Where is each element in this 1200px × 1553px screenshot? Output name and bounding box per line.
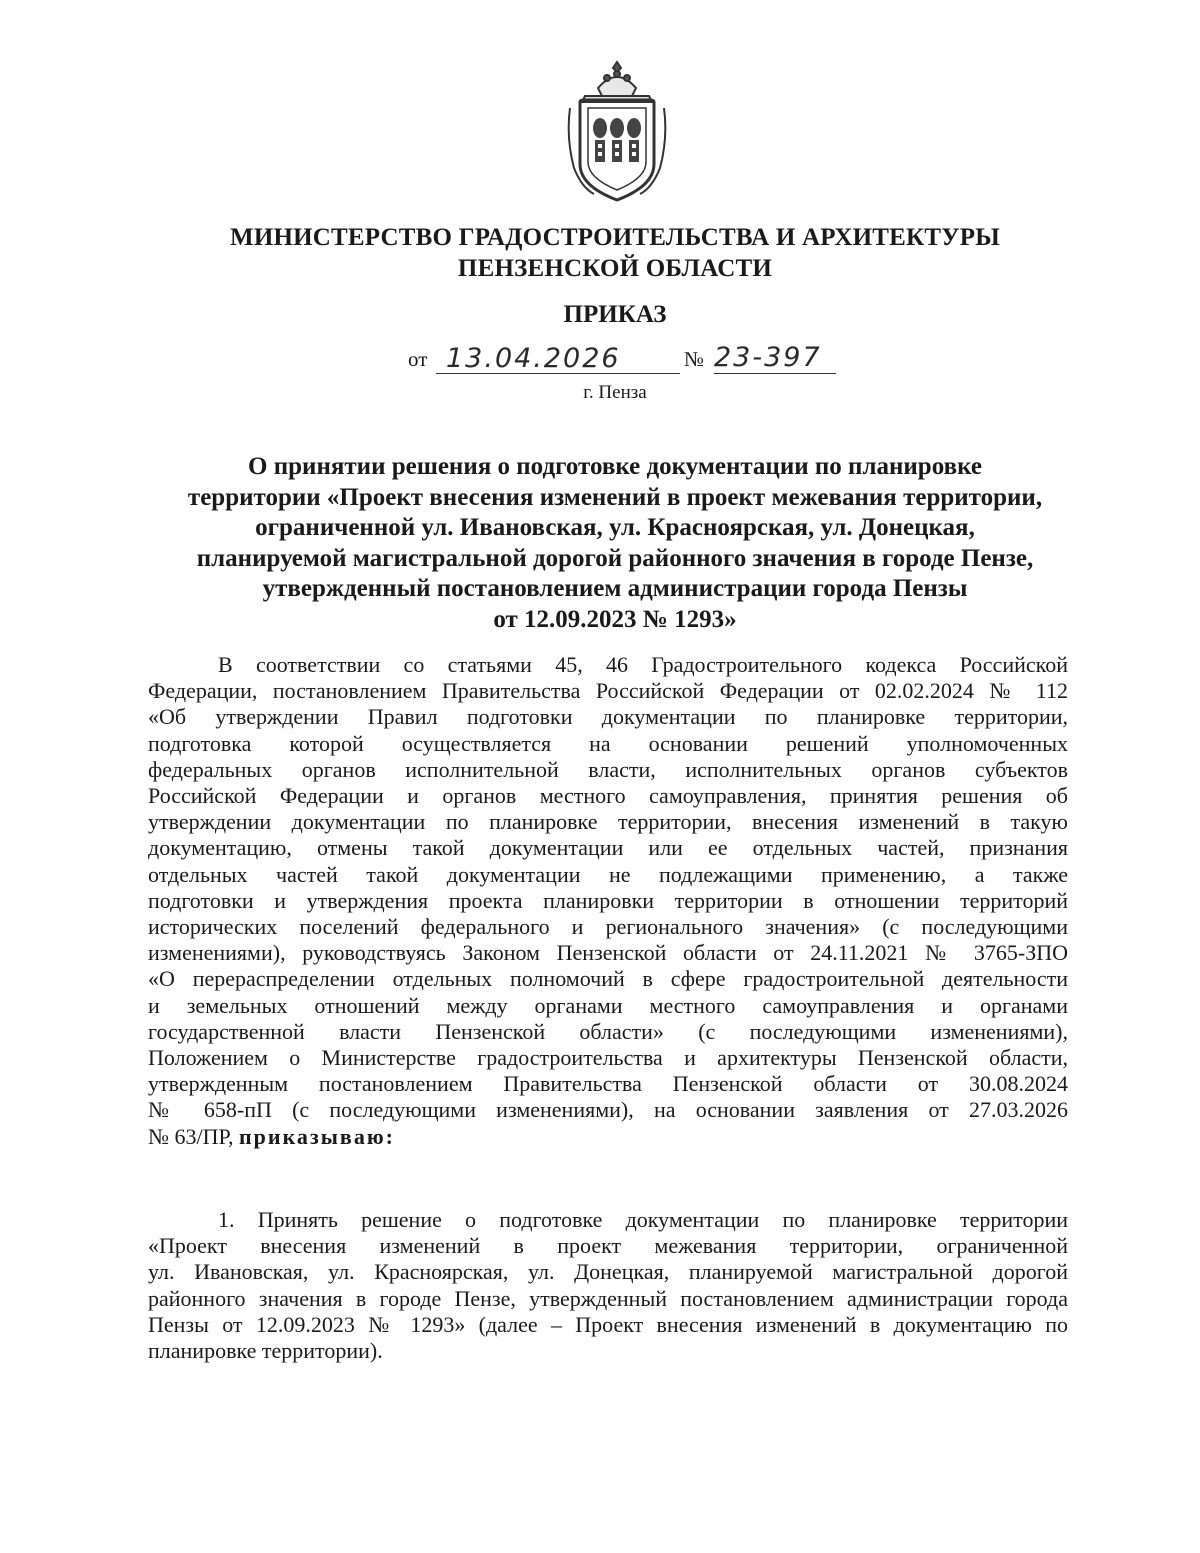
preamble-line: Российской Федерации и органов местного самоуправления, принятия решения об — [148, 783, 1068, 809]
item-line: районного значения в городе Пензе, утвержденный постановлением администрации города — [148, 1285, 1068, 1311]
preamble-line: утверждении документации по планировке территории, внесения изменений в такую — [148, 809, 1068, 835]
subject-line: О принятии решения о подготовке документации по планировке — [248, 453, 982, 480]
document-type: ПРИКАЗ — [563, 301, 667, 328]
ministry-name-line2: ПЕНЗЕНСКОЙ ОБЛАСТИ — [457, 255, 773, 282]
preamble-line: В соответствии со статьями 45, 46 Градостроительного кодекса Российской — [218, 652, 1068, 677]
preamble-line: № 658-пП (с последующими изменениями), на основании заявления от 27.03.2026 — [148, 1097, 1068, 1123]
preamble-line: подготовки и утверждения проекта планировки территории в отношении территорий — [148, 887, 1068, 913]
subject-line: планируемой магистральной дорогой районного значения в городе Пензе, — [196, 544, 1034, 572]
preamble-line: «О перераспределении отдельных полномочий в сфере градостроительной деятельности — [148, 966, 1068, 992]
preamble-line: Положением о Министерстве градостроительства и архитектуры Пензенской области, — [148, 1045, 1068, 1071]
order-subject — [150, 452, 1080, 635]
application-number: № 63/ПР, — [148, 1123, 234, 1149]
coat-of-arms-emblem — [562, 58, 672, 204]
preamble-line: подготовка которой осуществляется на основании решений уполномоченных — [148, 730, 1068, 756]
preamble-line: государственной власти Пензенской области» (с последующими изменениями), — [148, 1018, 1068, 1044]
number-prefix: № — [684, 347, 705, 371]
preamble-line: Федерации, постановлением Правительства Российской Федерации от 02.02.2024 № 112 — [148, 678, 1068, 704]
handwritten-number: 23-397 — [714, 343, 836, 374]
item-line: «Проект внесения изменений в проект межевания территории, ограниченной — [148, 1233, 1068, 1259]
preamble-line: «Об утверждении Правил подготовки документации по планировке территории, — [148, 704, 1068, 730]
handwritten-date: 13.04.2026 — [436, 344, 680, 374]
subject-line: территории «Проект внесения изменений в проект межевания территории, — [187, 483, 1043, 511]
city-label: г. Пенза — [583, 382, 647, 403]
item-line: Пензы от 12.09.2023 № 1293» (далее – Проект внесения изменений в документацию по — [148, 1311, 1068, 1337]
preamble-last-line — [148, 1124, 1068, 1150]
item-line: ул. Ивановская, ул. Красноярская, ул. Донецкая, планируемой магистральной дорогой — [148, 1259, 1068, 1285]
order-verb: приказываю: — [238, 1123, 395, 1149]
ministry-name — [150, 222, 1080, 284]
date-prefix: от — [408, 347, 428, 371]
preamble-line: федеральных органов исполнительной власти, исполнительных органов субъектов — [148, 756, 1068, 782]
date-number-line — [408, 338, 848, 378]
item-line: планировке территории). — [148, 1338, 383, 1364]
ministry-name-line1: МИНИСТЕРСТВО ГРАДОСТРОИТЕЛЬСТВА И АРХИТЕКТУРЫ — [230, 224, 1000, 251]
preamble-line: документацию, отмены такой документации или ее отдельных частей, признания — [148, 835, 1068, 861]
preamble-line: утвержденным постановлением Правительства Пензенской области от 30.08.2024 — [148, 1071, 1068, 1097]
preamble-line: исторических поселений федерального и регионального значения» (с последующими — [148, 914, 1068, 940]
preamble-line: и земельных отношений между органами местного самоуправления и органами — [148, 992, 1068, 1018]
subject-line: ограниченной ул. Ивановская, ул. Красноярская, ул. Донецкая, — [255, 514, 975, 541]
subject-line: от 12.09.2023 № 1293» — [493, 605, 737, 633]
item-1-paragraph — [148, 1207, 1068, 1364]
preamble-line: отдельных частей такой документации не подлежащими применению, а также — [148, 861, 1068, 887]
subject-line: утвержденный постановлением администрации города Пензы — [262, 575, 968, 602]
preamble-paragraph — [148, 652, 1068, 1150]
item-line: 1. Принять решение о подготовке документации по планировке территории — [218, 1207, 1068, 1232]
preamble-line: изменениями), руководствуясь Законом Пензенской области от 24.11.2021 № 3765-ЗПО — [148, 940, 1068, 966]
